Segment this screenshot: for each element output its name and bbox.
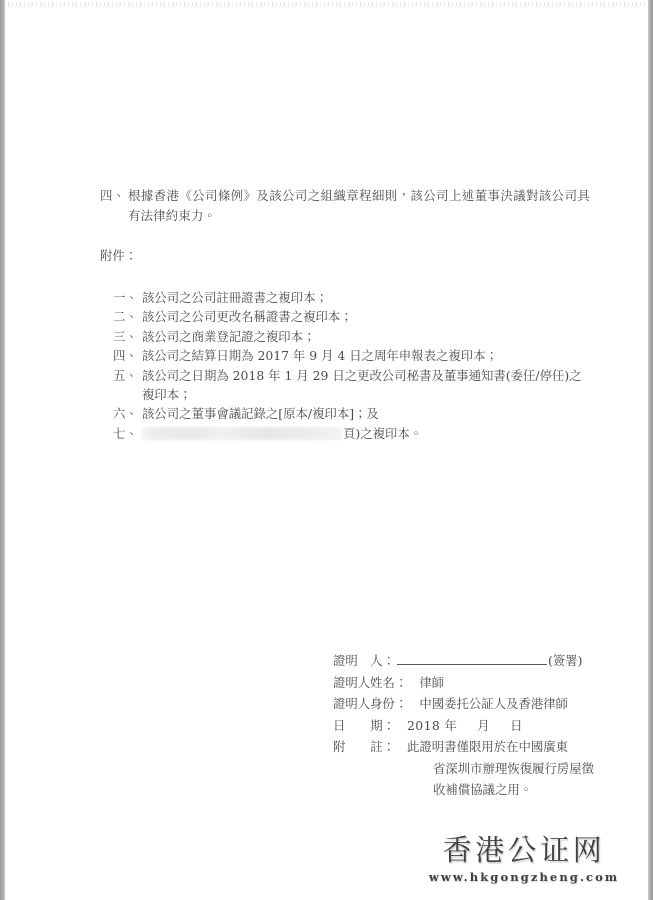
attachment-text: 該公司之公司更改名稱證書之複印本； [142,309,353,325]
certifier-label: 證明 人： [333,653,395,668]
attachment-marker: 五、 [113,367,138,383]
date-value [395,715,523,737]
clause-paragraph [100,186,590,226]
attachment-item [113,307,591,326]
clause-row [100,186,590,226]
certifier-identity-value: 中國委托公証人及香港律師 [419,696,569,711]
date-month: 月 [477,717,491,733]
signature-suffix: (簽署) [547,653,583,668]
signature-line[interactable] [397,652,547,665]
attachment-text: 該公司之商業登記證之複印本； [142,328,316,344]
attachment-marker: 六、 [113,406,138,422]
date-year: 2018 年 [407,717,458,733]
certification-block [333,650,613,801]
note-line: 省深圳市辦理恢復履行房屋徵 [433,760,595,776]
redaction-block [142,427,342,440]
attachment-text-redacted [142,424,591,443]
attachment-marker: 三、 [113,328,138,344]
attachment-item [113,346,591,365]
certifier-identity-row [333,693,613,715]
note-body [395,736,613,801]
attachment-item [113,366,591,405]
note-line: 收補償協議之用。 [433,782,533,797]
watermark [424,833,624,885]
date-label [333,715,395,737]
attachment-text: 該公司之日期為 2018 年 1 月 29 日之更改公司秘書及董事通知書(委任/停任)之複印本； [142,367,582,403]
attachment-item [113,404,591,423]
attachments-list [113,288,591,443]
clause-marker: 四、 [100,188,126,203]
clause-text: 根據香港《公司條例》及該公司之組織章程細則，該公司上述董事決議對該公司具有法律約束力。 [128,188,590,223]
note-label [333,736,395,758]
attachment-item [113,327,591,346]
attachment-marker: 七、 [113,425,138,441]
certifier-identity-label: 證明人身份： [333,696,408,711]
certifier-signature-row [333,650,613,672]
certifier-name-row [333,672,613,694]
attachment-text-visible: 頁)之複印本。 [343,425,423,441]
date-row [333,715,613,737]
attachment-text: 該公司之公司註冊證書之複印本； [142,290,328,305]
attachment-item-redacted [113,424,591,443]
note-label-char-1: 附 [333,739,346,754]
date-label-char-1: 日 [333,717,346,733]
attachment-marker: 一、 [113,290,138,305]
attachment-text: 該公司之董事會議記錄之[原本/複印本]；及 [142,406,379,422]
watermark-title: 香港公证网 [442,833,606,867]
certifier-name-label: 證明人姓名： [333,674,408,690]
date-day: 日 [510,717,523,733]
watermark-url: www.hkgongzheng.com [428,870,620,884]
note-label-char-2: 註： [370,739,395,754]
attachment-text: 該公司之結算日期為 2017 年 9 月 4 日之周年申報表之複印本； [142,348,498,364]
attachments-heading: 附件： [100,248,138,263]
attachment-marker: 二、 [113,309,138,325]
note-row [333,736,613,801]
date-label-char-2: 期： [370,717,395,733]
note-line: 此證明書僅限用於在中國廣東 [407,739,569,754]
attachment-marker: 四、 [113,348,138,364]
certifier-name-value: 律師 [419,674,445,690]
attachment-item [113,288,591,307]
